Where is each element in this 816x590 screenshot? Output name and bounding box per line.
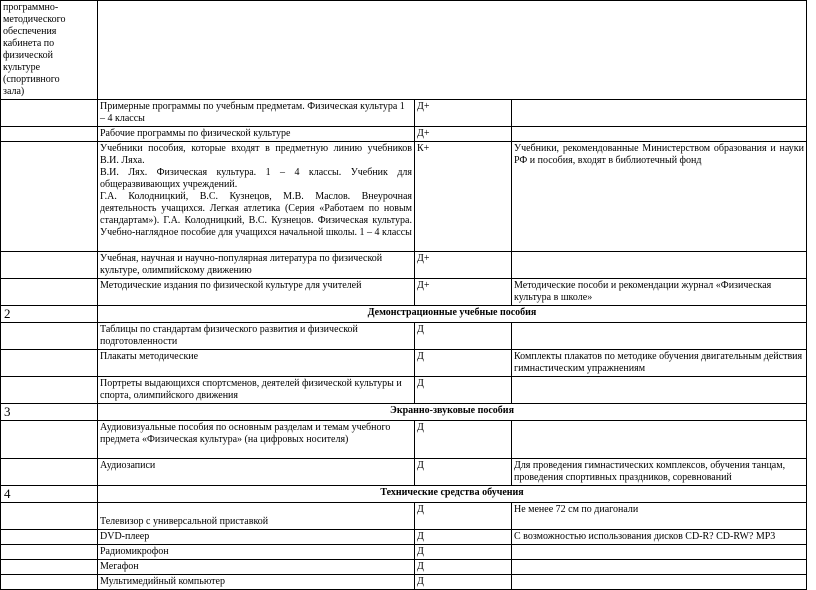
code-cell: К+: [415, 142, 512, 252]
table-row: [1, 459, 807, 486]
code-cell: Д: [415, 459, 512, 486]
code-cell: Д: [415, 350, 512, 377]
item-cell: Мегафон: [98, 560, 415, 575]
table-row: [1, 530, 807, 545]
section-number: 2: [1, 306, 98, 323]
section-header-row: [1, 306, 807, 323]
table-row: [1, 142, 807, 252]
code-cell: Д: [415, 575, 512, 590]
section-title: Демонстрационные учебные пособия: [98, 306, 807, 323]
note-cell: [512, 575, 807, 590]
note-cell: [512, 323, 807, 350]
table-row: [1, 560, 807, 575]
table-row: [1, 252, 807, 279]
item-cell: Учебная, научная и научно-популярная литература по физической культуре, олимпийскому движению: [98, 252, 415, 279]
code-cell: Д+: [415, 252, 512, 279]
code-cell: Д: [415, 503, 512, 530]
table-row: [1, 127, 807, 142]
item-cell: Методические издания по физической культуре для учителей: [98, 279, 415, 306]
item-cell: Учебники пособия, которые входят в предметную линию учебников В.И. Ляха. В.И. Лях. Физическая культура. 1 – 4 классы. Учебник для общеразвивающих учреждений. Г.А. Колодницкий, В.С. Кузнецов, М.В. Маслов. Внеурочная деятельность учащихся. Легкая атлетика (Серия «Работаем по новым стандартам»). Г.А. Колодницкий, В.С. Кузнецов. Физическая культура. Учебно-наглядное пособие для учащихся начальной школы. 1 – 4 классы: [98, 142, 415, 252]
section-number: 3: [1, 404, 98, 421]
code-cell: Д: [415, 545, 512, 560]
table-row: [1, 421, 807, 459]
code-cell: Д: [415, 377, 512, 404]
header-text: программно- методического обеспечения кабинета по физической культуре (спортивного зала): [3, 2, 66, 97]
table-row: [1, 377, 807, 404]
item-cell: DVD-плеер: [98, 530, 415, 545]
section-header-row: [1, 404, 807, 421]
item-cell: Таблицы по стандартам физического развития и физической подготовленности: [98, 323, 415, 350]
item-cell: Плакаты методические: [98, 350, 415, 377]
code-cell: Д: [415, 421, 512, 459]
item-cell: Примерные программы по учебным предметам. Физическая культура 1 – 4 классы: [98, 100, 415, 127]
note-cell: [512, 127, 807, 142]
section-title: Технические средства обучения: [98, 486, 807, 503]
header-cell: [1, 1, 98, 100]
table-row: [1, 323, 807, 350]
note-cell: С возможностью использования дисков CD-R? CD-RW? MP3: [512, 530, 807, 545]
note-cell: Комплекты плакатов по методике обучения двигательным действия гимнастическим упражнениям: [512, 350, 807, 377]
header-row: [1, 1, 807, 100]
note-cell: Учебники, рекомендованные Министерством образования и науки РФ и пособия, входят в библиотечный фонд: [512, 142, 807, 252]
item-cell: Аудиозаписи: [98, 459, 415, 486]
note-cell: Не менее 72 см по диагонали: [512, 503, 807, 530]
note-cell: [512, 252, 807, 279]
table-row: [1, 279, 807, 306]
code-cell: Д+: [415, 100, 512, 127]
table-row: [1, 503, 807, 530]
table-row: [1, 100, 807, 127]
note-cell: Методические пособи и рекомендации журнал «Физическая культура в школе»: [512, 279, 807, 306]
header-empty-cell: [98, 1, 807, 100]
section-title: Экранно-звуковые пособия: [98, 404, 807, 421]
item-cell: Телевизор с универсальной приставкой: [98, 503, 415, 530]
item-cell: Портреты выдающихся спортсменов, деятелей физической культуры и спорта, олимпийского движения: [98, 377, 415, 404]
code-cell: Д+: [415, 127, 512, 142]
item-cell: Радиомикрофон: [98, 545, 415, 560]
note-cell: [512, 421, 807, 459]
note-cell: [512, 377, 807, 404]
table-row: [1, 545, 807, 560]
section-header-row: [1, 486, 807, 503]
item-cell: Рабочие программы по физической культуре: [98, 127, 415, 142]
note-cell: [512, 100, 807, 127]
code-cell: Д: [415, 530, 512, 545]
code-cell: Д: [415, 560, 512, 575]
section-number: 4: [1, 486, 98, 503]
note-cell: [512, 545, 807, 560]
table-row: [1, 350, 807, 377]
code-cell: Д+: [415, 279, 512, 306]
code-cell: Д: [415, 323, 512, 350]
item-cell: Аудиовизуальные пособия по основным разделам и темам учебного предмета «Физическая культура» (на цифровых носителя): [98, 421, 415, 459]
table-row: [1, 575, 807, 590]
note-cell: [512, 560, 807, 575]
note-cell: Для проведения гимнастических комплексов, обучения танцам, проведения спортивных праздников, соревнований: [512, 459, 807, 486]
item-cell: Мультимедийный компьютер: [98, 575, 415, 590]
